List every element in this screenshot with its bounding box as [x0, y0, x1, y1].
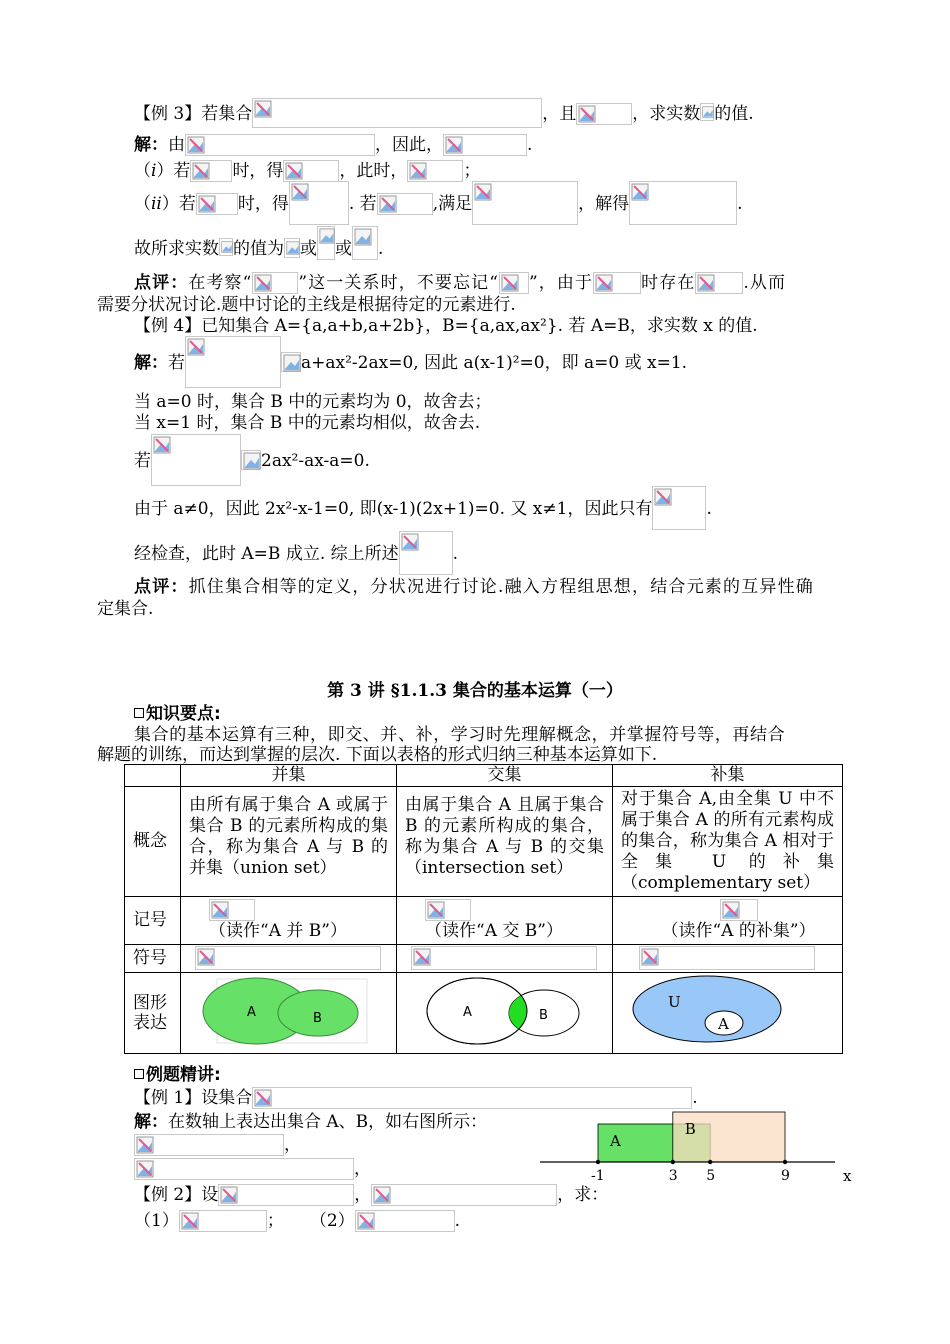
broken-image-icon — [578, 105, 596, 123]
sol3-text1: 由 — [168, 135, 185, 155]
venn-intersection — [397, 973, 612, 1047]
formula-image — [209, 899, 255, 921]
tick-label: -1 — [591, 1168, 605, 1184]
broken-image-icon — [187, 338, 205, 356]
formula-image — [425, 899, 471, 921]
broken-image-icon — [401, 533, 419, 551]
square-bullet-icon — [134, 1069, 144, 1079]
formula-image — [629, 181, 737, 225]
formula-image — [252, 98, 542, 128]
broken-image-icon — [285, 162, 303, 180]
lecture-title: 第 3 讲 §1.1.3 集合的基本运算（一） — [327, 681, 623, 701]
table-corner — [125, 765, 181, 787]
broken-image-icon — [291, 183, 309, 201]
broken-image-icon — [220, 1186, 238, 1204]
formula-image — [639, 946, 815, 970]
ex3-label: 【例 3】 — [134, 104, 202, 124]
broken-image-icon — [595, 274, 613, 292]
broken-image-icon — [379, 195, 397, 213]
broken-image-icon — [409, 162, 427, 180]
formula-image — [695, 272, 743, 294]
sol3-case1: （i）若 时，得 ，此时， ； — [134, 161, 481, 181]
ex2-parts: （1） ； （2） . — [134, 1211, 461, 1231]
note4-line2: 定集合. — [97, 599, 154, 619]
formula-image — [289, 181, 349, 225]
tick-mark — [671, 1160, 675, 1164]
broken-image-icon — [286, 240, 300, 256]
formula-image — [151, 434, 241, 486]
sol4-line2: 当 a=0 时，集合 B 中的元素均为 0，故舍去； — [134, 392, 492, 412]
formula-image — [283, 160, 339, 182]
examples-heading: 例题精讲: — [134, 1064, 221, 1086]
venn-label-a: A — [463, 1005, 472, 1020]
sol3-label: 解： — [134, 135, 168, 155]
formula-image — [218, 1184, 354, 1206]
note4-line1: 点评：抓住集合相等的定义，分状况进行讨论.融入方程组思想，结合元素的互异性确 — [134, 577, 815, 597]
venn-label-b: B — [313, 1011, 322, 1026]
ex4-text: 已知集合 A={a,a+b,a+2b}，B={a,ax,ax²}. 若 A=B，求实数 x 的值. — [201, 316, 758, 336]
note3-line1: 点评：在考察“ ”这一关系时，不要忘记“ ”，由于 时存在 .从而 — [134, 273, 787, 293]
formula-image — [134, 1158, 354, 1180]
broken-image-icon — [197, 948, 215, 966]
table-row-symbol — [125, 945, 843, 973]
diagram-intersection — [397, 973, 613, 1054]
broken-image-icon — [198, 195, 216, 213]
sol1-result2: ， — [134, 1158, 371, 1180]
formula-image — [219, 238, 233, 256]
row-label-symbol: 符号 — [125, 945, 181, 973]
square-bullet-icon — [134, 708, 144, 718]
header-complement: 补集 — [613, 765, 843, 787]
segment-b-label: B — [684, 1120, 696, 1138]
number-line-diagram — [535, 1106, 865, 1186]
note4-label: 点评： — [134, 577, 189, 597]
tick-label: 3 — [668, 1168, 678, 1184]
note3-line2: 需要分状况讨论.题中讨论的主线是根据待定的元素进行. — [97, 295, 516, 315]
sol3-text2: ，因此， — [375, 135, 443, 155]
ex4-label: 【例 4】 — [134, 316, 202, 336]
broken-image-icon — [243, 452, 261, 470]
broken-image-icon — [153, 436, 171, 454]
venn-union — [181, 973, 396, 1047]
note3-label: 点评： — [134, 273, 189, 293]
broken-image-icon — [474, 183, 492, 201]
sol4-line3: 当 x=1 时，集合 B 中的元素均相似，故舍去. — [134, 413, 481, 433]
notation-complement: （读作“A 的补集”） — [613, 897, 843, 945]
knowledge-p2: 解题的训练，而达到掌握的层次. 下面以表格的形式归纳三种基本运算如下. — [97, 745, 658, 765]
notation-union: （读作“A 并 B”） — [181, 897, 397, 945]
formula-image — [355, 1210, 455, 1232]
formula-image — [443, 134, 527, 156]
concept-complement: 对于集合 A,由全集 U 中不属于集合 A 的所有元素构成的集合，称为集合 A 相对于全集 U 的补集（complementary set） — [613, 787, 843, 897]
formula-image — [241, 450, 261, 470]
venn-label-a: A — [247, 1005, 256, 1020]
diagram-complement — [613, 973, 843, 1054]
broken-image-icon — [501, 274, 519, 292]
tick-mark — [708, 1160, 712, 1164]
case-number: i — [151, 161, 157, 181]
broken-image-icon — [702, 105, 714, 119]
symbol-intersection — [397, 945, 613, 973]
ex3-text1: 若集合 — [201, 104, 253, 124]
broken-image-icon — [641, 948, 659, 966]
ex3-text3: ，求实数 — [632, 104, 701, 124]
case-number: ii — [151, 194, 162, 214]
ex3-text4: 的值. — [714, 104, 754, 124]
axis-label: x — [843, 1167, 852, 1185]
broken-image-icon — [181, 1212, 199, 1230]
formula-image — [134, 1134, 284, 1156]
venn-complement — [613, 973, 842, 1047]
broken-image-icon — [357, 1212, 375, 1230]
sol4-line1: 解：若 a+ax²-2ax=0, 因此 a(x-1)²=0，即 a=0 或 x=1. — [134, 352, 687, 388]
axis-ticks — [591, 1160, 790, 1184]
formula-image — [652, 486, 706, 530]
knowledge-p1: 集合的基本运算有三种，即交、并、补，学习时先理解概念，并掌握符号等，再结合 — [134, 725, 786, 745]
formula-image — [252, 272, 298, 294]
venn-label-u: U — [668, 993, 681, 1011]
formula-image — [399, 531, 453, 575]
formula-image — [472, 181, 578, 225]
symbol-complement — [613, 945, 843, 973]
broken-image-icon — [254, 100, 272, 118]
formula-image — [195, 946, 381, 970]
header-union: 并集 — [181, 765, 397, 787]
ex3-text2: ，且 — [542, 104, 577, 124]
header-intersection: 交集 — [397, 765, 613, 787]
broken-image-icon — [654, 488, 672, 506]
broken-image-icon — [211, 901, 229, 919]
formula-image — [720, 899, 758, 921]
sol3-line1 — [134, 134, 532, 156]
venn-label-b: B — [539, 1008, 548, 1023]
formula-image — [593, 272, 641, 294]
sol4-label: 解： — [134, 353, 168, 373]
formula-image — [185, 134, 375, 156]
sol4-line5: 由于 a≠0，因此 2x²-x-1=0, 即(x-1)(2x+1)=0. 又 x≠1，因此只有 . — [134, 498, 712, 530]
sol1-result1: ， — [134, 1134, 301, 1156]
broken-image-icon — [136, 1160, 154, 1178]
ex1-line: 【例 1】设集合 . — [134, 1088, 698, 1108]
tick-label: 9 — [781, 1168, 790, 1184]
formula-image — [352, 226, 378, 260]
notation-intersection: （读作“A 交 B”） — [397, 897, 613, 945]
broken-image-icon — [413, 948, 431, 966]
formula-image — [371, 1184, 557, 1206]
formula-image — [281, 352, 301, 372]
broken-image-icon — [427, 901, 445, 919]
row-label-notation: 记号 — [125, 897, 181, 945]
ex4-line — [134, 315, 758, 337]
broken-image-icon — [354, 228, 372, 246]
row-label-concept: 概念 — [125, 787, 181, 897]
tick-label: 5 — [706, 1168, 716, 1184]
broken-image-icon — [631, 183, 649, 201]
broken-image-icon — [254, 274, 272, 292]
sol3-conclusion: 故所求实数 的值为 或 或 . — [134, 238, 383, 260]
formula-image — [407, 160, 463, 182]
formula-image — [185, 336, 281, 388]
formula-image — [576, 103, 632, 125]
formula-image — [317, 226, 335, 260]
sol4-line6: 经检查，此时 A=B 成立. 综上所述 . — [134, 543, 458, 575]
diagram-union — [181, 973, 397, 1054]
broken-image-icon — [373, 1186, 391, 1204]
formula-image — [411, 946, 597, 970]
table-header-row — [125, 765, 843, 787]
formula-image — [179, 1210, 267, 1232]
sol1-line: 解：在数轴上表达出集合 A、B，如右图所示： — [134, 1112, 488, 1132]
formula-image — [700, 103, 714, 121]
segment-a-label: A — [610, 1132, 621, 1150]
broken-image-icon — [697, 274, 715, 292]
broken-image-icon — [319, 228, 335, 244]
broken-image-icon — [722, 901, 740, 919]
tick-mark — [596, 1160, 600, 1164]
table-row-concept — [125, 787, 843, 897]
symbol-union — [181, 945, 397, 973]
concept-union: 由所有属于集合 A 或属于集合 B 的元素所构成的集合，称为集合 A 与 B 的并集（union set） — [181, 787, 397, 897]
formula-image — [377, 193, 433, 215]
sol4-line4: 若 2ax²-ax-a=0. — [134, 450, 370, 486]
formula-image — [499, 272, 529, 294]
formula-image — [196, 193, 238, 215]
broken-image-icon — [136, 1136, 154, 1154]
knowledge-heading: 知识要点: — [134, 703, 221, 725]
sol3-case2: （ii）若 时，得 . 若 ,满足 ，解得 . — [134, 193, 743, 225]
broken-image-icon — [283, 354, 301, 372]
table-row-diagram — [125, 973, 843, 1054]
broken-image-icon — [187, 136, 205, 154]
broken-image-icon — [445, 136, 463, 154]
operations-table — [124, 764, 843, 1054]
formula-image — [190, 160, 232, 182]
sol3-text3: . — [527, 135, 533, 155]
ex3-line — [134, 103, 754, 128]
row-label-diagram: 图形表达 — [125, 973, 181, 1054]
broken-image-icon — [221, 240, 233, 254]
broken-image-icon — [254, 1089, 272, 1107]
broken-image-icon — [192, 162, 210, 180]
formula-image — [284, 238, 300, 258]
ex2-line: 【例 2】设 ， ，求： — [134, 1185, 609, 1205]
table-row-notation — [125, 897, 843, 945]
venn-label-a: A — [718, 1015, 729, 1033]
tick-mark — [783, 1160, 787, 1164]
concept-intersection: 由属于集合 A 且属于集合 B 的元素所构成的集合，称为集合 A 与 B 的交集（intersection set） — [397, 787, 613, 897]
